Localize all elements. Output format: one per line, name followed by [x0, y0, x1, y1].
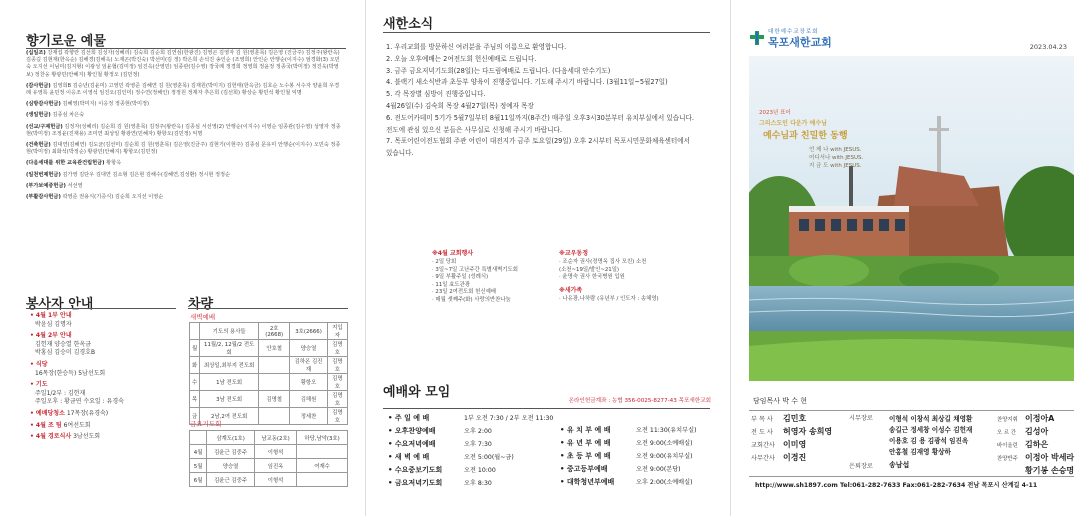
car-cell: 김명호 [327, 374, 347, 391]
worship-name: • 수요중보기도회 [388, 466, 443, 474]
offering-names: 곽영준 권용식(기증식) 김순희 오지선 이영순 [62, 194, 164, 201]
car-cell: 4월 [190, 445, 207, 459]
church-contact: http://www.sh1897.com Tel:061-282-7633 Fax:061-282-7634 전남 목포시 산계길 4-11 [755, 482, 1038, 489]
staff-item [751, 453, 861, 463]
worship-name: • 오후찬양예배 [388, 427, 436, 435]
car-cell: 2호(2668) [259, 323, 290, 340]
worship-time: 오전 9:00(유치부실) [636, 453, 693, 460]
car-cell: 황항오 [290, 374, 327, 391]
elder-line: 안홍철 김재영 황상하 [889, 448, 951, 456]
car-cell: 목 [190, 391, 200, 408]
elder-line: 송길근 정세창 이성수 김헌재 [889, 426, 973, 434]
worship-item [388, 477, 568, 490]
offering-block [26, 160, 344, 167]
news-rule [383, 32, 710, 33]
usher-item [30, 312, 180, 329]
car-cell [297, 473, 348, 487]
poster-text-line: 언 제 나 with JESUS. [809, 147, 862, 153]
worship-name: • 대학청년부예배 [560, 478, 615, 486]
worship-time: 오후 2:00(소예배실) [636, 479, 693, 486]
poster-line2: 예수님과 친밀한 동행 [763, 131, 848, 141]
usher-label: • 식당 [30, 360, 48, 368]
offering-names: 서선영 [67, 182, 83, 189]
car-cell: 남교동(2호) [254, 431, 296, 445]
worship-item [560, 437, 720, 450]
usher-item [30, 422, 180, 431]
staff-item [751, 440, 861, 450]
usher-title: 봉사자 안내 [26, 297, 94, 312]
car-cell: 지입자 [327, 323, 347, 340]
car-cell: 기도의 용사들 [200, 323, 259, 340]
worship-rule [383, 408, 710, 409]
car-cell: 이형석 [254, 473, 296, 487]
elder-line: 이용호 김 용 김광석 임진옥 [889, 437, 969, 445]
offering-block [26, 50, 344, 79]
worship-time: 오후 7:30 [464, 441, 492, 448]
worship-name: • 주 일 예 배 [388, 414, 430, 422]
car-cell [259, 374, 290, 391]
panel-cover [730, 0, 1091, 516]
event-item: · 11일 효도관광 [432, 281, 471, 288]
usher-line: 박윤심 김명자 [35, 320, 72, 328]
usher-value: 6여선도회 [63, 421, 91, 429]
news-item: 1. 우리교회를 방문하신 여러분을 주님의 이름으로 환영합니다. [386, 43, 567, 51]
worship-item [388, 464, 568, 477]
usher-label: • 예배당청소 [30, 409, 65, 417]
offering-block [26, 112, 344, 119]
panel-news [365, 0, 727, 516]
usher-value: 3남선도회 [73, 433, 101, 441]
offering-head: (건축헌금) [26, 142, 51, 149]
event-item: · 3일~7일 고난주간 특별새벽기도회 [432, 266, 518, 273]
usher-item [30, 361, 180, 378]
car-cell [190, 431, 207, 445]
usher-rule [26, 308, 176, 309]
offering-names: 황항옥 [106, 160, 122, 167]
car-row [190, 459, 348, 473]
car-sub-dawn: 새벽예배 [190, 313, 216, 321]
offering-block [26, 172, 344, 179]
event-item: · 23일 2여전도회 헌신예배 [432, 289, 497, 296]
car-cell: 5월 [190, 459, 207, 473]
worship-time: 1부 오전 7:30 / 2부 오전 11:30 [464, 415, 554, 422]
poster-year: 2023년 표어 [759, 110, 791, 116]
car-cell: 6월 [190, 473, 207, 487]
events-title: ※4월 교회행사 [432, 250, 474, 257]
offering-head: (선교/구제헌금) [26, 123, 63, 130]
bulletin-date: 2023.04.23 [1029, 43, 1067, 51]
car-cell: 정세찬 [290, 408, 327, 425]
music-staff-item [997, 414, 1091, 425]
worship-list-right [560, 424, 720, 489]
car-cell: 김하온 김진재 [290, 357, 327, 374]
music-role: 찬양지휘 [997, 417, 1018, 423]
worship-item [560, 476, 720, 489]
car-cell: 최상일,최부지 전도회 [200, 357, 259, 374]
car-row [190, 431, 348, 445]
car-row [190, 357, 348, 374]
poster-text-line: 어디서나 with JESUS. [809, 155, 864, 161]
offering-names: 강재섭 곽향란 김선희 김성자(성혜리) 김숙희 김순희 김연심(한광진) 김영곤 김영자 김 원(영훈목) 김은영 (진금주) 김정주(왕란옥) 김종길 김현재(한옥순) 김해경(김해옥) 노재곤(박진숙) 박선미(김 정) 박은희 손석진 송인순 (조영희) 안인순 안행순(이지수) 엄경화(3) 오민숙 오지선 이님미(김지형) 이광성 임윤협(김미정) 임진옥(산영민) 임종관(김수영) 장국례 정경희 정영희 정윤정 정종국(박미정) 정진욱(박영보) 정찬웅 황광민(안혜지) 황인철 황정오 (김민정) [26, 50, 340, 78]
retired-label: 은퇴장로 [849, 463, 873, 470]
car-cell [297, 445, 348, 459]
usher-label: • 4월 2부 안내 [30, 332, 72, 340]
usher-value: 17목장(유경숙) [66, 409, 109, 417]
car-cell: 김해원 [290, 391, 327, 408]
offering-block [26, 101, 344, 108]
poster-line1: 그리스도인 다운가 예수님 [759, 120, 827, 127]
car-cell: 삼계도(1호) [207, 431, 255, 445]
church-cross-icon [750, 30, 764, 44]
music-role: 오 르 간 [997, 430, 1017, 436]
car-cell: 임진옥 [254, 459, 296, 473]
worship-time: 오전 9:00(본당) [636, 466, 681, 473]
offering-block [26, 83, 344, 97]
music-staff-item [997, 440, 1091, 451]
usher-line: 박홍심 김승미 김경호B [35, 349, 96, 357]
elders-label: 시무장로 [849, 415, 873, 422]
car-cell: 양승열 [207, 459, 255, 473]
car-cell: 김명호 [327, 408, 347, 425]
car-row [190, 340, 348, 357]
offering-head: (생일헌금) [26, 112, 51, 119]
car-cell: 양승열 [290, 340, 327, 357]
worship-time: 오전 9:00(소예배실) [636, 440, 693, 447]
news-item: 4월26일(수) 김숙희 목장 4월27일(목) 정예자 목장 [386, 101, 534, 110]
member-news-list [559, 259, 709, 282]
staff-role: 전 도 사 [751, 429, 773, 436]
staff-list [751, 414, 861, 466]
worship-name: • 금요저녁기도회 [388, 479, 443, 487]
offering-head: (십일조) [26, 50, 46, 56]
newcomer-list [559, 296, 709, 304]
offering-head: (일천번제헌금) [26, 171, 61, 178]
car-row [190, 374, 348, 391]
events-left [432, 248, 562, 305]
footer-rule [749, 476, 1074, 477]
offering-names: 김정자(성혜리) 김순희 김 원(영훈목) 김정주(왕란옥) 김종심 서선영(2) 안행순(이지수) 이영순 임종관(김수영) 성영자 정종현(박미정) 조정윤(진재용) 조미연 최상일 황광연(민혜자) 황항오(김민정) 익명 [26, 123, 341, 137]
news-item: 있습니다. [386, 149, 414, 158]
news-item: 3. 금주 금요저녁기도회(28일)는 다드림예배로 드립니다. (다음세대 안수기도) [386, 66, 611, 75]
retired-elder: 송남섭 [889, 461, 910, 469]
offering-names: 김대연(김혜연) 김도균(김선미) 김순희 김 원(영훈목) 김은영(진금주) 김현기(이현주) 김종심 문유미 안행순(이지수) 오민숙 정종현(박미정) 최화석(박정순) 황광민(안혜지) 황항오(김민정) [26, 142, 341, 156]
music-role: 찬양반주 [997, 456, 1018, 462]
event-item: · 조순자 권사(정명옥 집사 모친) 소천 [559, 259, 647, 265]
offering-head: (다음세대를 위한 교육관건립헌금) [26, 160, 105, 167]
worship-time: 오후 2:00 [464, 428, 492, 435]
worship-time: 오전 11:30(유치부실) [636, 427, 697, 434]
worship-title: 예배와 모임 [383, 385, 451, 400]
offering-block [26, 142, 344, 156]
car-cell: 김명철 [259, 391, 290, 408]
events-right [559, 248, 709, 303]
offering-head: (부활감사헌금) [26, 194, 61, 201]
car-row [190, 473, 348, 487]
music-staff [997, 414, 1091, 478]
car-cell [259, 408, 290, 425]
offering-block [26, 124, 344, 138]
worship-item [560, 424, 720, 437]
car-cell: 김명호 [327, 357, 347, 374]
car-cell: 김명호 [327, 391, 347, 408]
offering-names: 김가영 김단우 김대연 김소형 김은현 김해수(김혜연,김성환) 정시현 정정순 [62, 171, 231, 178]
staff-role: 부 목 사 [751, 416, 773, 423]
usher-list [30, 312, 180, 445]
denomination: 대한예수교장로회 [768, 29, 819, 35]
worship-name: • 초 등 부 예 배 [560, 452, 611, 460]
car-cell: 1남 전도회 [200, 374, 259, 391]
usher-item [30, 410, 180, 419]
offering-block [26, 194, 344, 201]
staff-name: 김민호 [783, 414, 807, 423]
music-name: 이정아A [1025, 414, 1055, 423]
events-list [432, 259, 562, 305]
car-cell: 여재수 [297, 459, 348, 473]
online-account: 온라인헌금계좌 : 농협 356-0025-8277-43 목포새한교회 [568, 398, 711, 404]
offerings-list [26, 50, 344, 205]
worship-time: 오전 10:00 [464, 467, 496, 474]
staff-role: 교회간사 [751, 442, 775, 449]
car-cell: 월 [190, 340, 200, 357]
offering-block [26, 183, 344, 190]
car-cell: 3남 전도회 [200, 391, 259, 408]
music-name: 김성아 [1025, 427, 1049, 436]
worship-item [560, 450, 720, 463]
event-item: · 매월 셋째주(화) 사랑의반찬나눔 [432, 296, 511, 303]
car-sub-friday: 금요기도회 [190, 420, 222, 428]
offerings-title: 향기로운 예물 [26, 34, 106, 49]
offering-names: 김혜영(박미지) 이응정 정종현(박미정) [62, 101, 150, 108]
car-cell: 화 [190, 357, 200, 374]
offering-head: (부가보예증헌금) [26, 182, 66, 189]
music-name: 황기봉 손승명 [1025, 466, 1075, 475]
elder-line: 이형석 이창석 최상길 채영환 [889, 415, 973, 423]
usher-label: • 기도 [30, 381, 48, 389]
member-news-title: ※교우동정 [559, 250, 589, 257]
offerings-rule [26, 48, 346, 49]
offering-names: 김영희B 김승년(김윤미) 고영민 곽영준 김혜연 김 원(영훈목) 김재원(박미지) 김헌태(한옥금) 김호순 노수봉 서수자 양윤희 우경례 유영록 윤민정 이응조 이영석 임진오(김인미) 정수연(정해인) 정정원 정재자 추은희 (김선희) 황상순 황민석 황인철 익명 [26, 82, 340, 97]
news-item: 5. 각 목장별 심방이 진행중입니다. [386, 90, 486, 99]
worship-item [388, 412, 568, 425]
senior-pastor: 담임목사 박 수 현 [753, 397, 808, 405]
news-item: 4. 블랙기 새소식반과 초등부 양육이 진행중입니다. 기도해 주시기 바랍니다. (3월11일~5월27일) [386, 78, 668, 87]
car-cell [190, 323, 200, 340]
car-cell: 하당,남악(3호) [297, 431, 348, 445]
worship-time: 오전 5:00(월~금) [464, 454, 514, 461]
usher-line: 주일1/2부 : 김헌재 [35, 389, 86, 397]
music-role: 바이올린 [997, 443, 1018, 449]
car-cell: 이형석 [254, 445, 296, 459]
car-cell: 2남,2여 전도회 [200, 408, 259, 425]
usher-line: 김헌재 양승열 한옥금 [35, 340, 91, 348]
event-item: · 9일 부활주일 (성례식) [432, 274, 489, 281]
staff-name: 이미영 [783, 440, 807, 449]
panel-offerings [0, 0, 362, 516]
offering-head: (심방감사헌금) [26, 101, 61, 108]
car-cell: 금 [190, 408, 200, 425]
worship-name: • 중고등부예배 [560, 465, 608, 473]
usher-label: • 4월 1부 안내 [30, 312, 72, 319]
news-item: 전도에 관심 있으신 분들은 사무실로 신청해 주시기 바랍니다. [386, 125, 563, 134]
worship-item [388, 425, 568, 438]
staff-rule [749, 410, 1074, 411]
cover-photo [749, 56, 1074, 381]
staff-item [751, 414, 861, 424]
news-list [386, 42, 716, 160]
news-item: 2. 오늘 오후예배는 2여전도회 헌신예배로 드립니다. [386, 54, 537, 63]
usher-label: • 4월 경로식사 [30, 433, 72, 441]
music-staff-item [997, 427, 1091, 438]
staff-name: 허영자 송희영 [783, 427, 833, 436]
car-title: 차량 [188, 297, 214, 312]
car-row [190, 391, 348, 408]
usher-item [30, 381, 180, 407]
car-table-dawn [189, 322, 348, 425]
worship-time: 오후 8:30 [464, 480, 492, 487]
news-item: 7. 목포어린이전도협회 주관 어린이 대전지가 금주 토요일(29일) 오후 2시부터 목포시민문화체육센터에서 [386, 137, 691, 146]
car-cell: 김윤근 김중주 [207, 473, 255, 487]
church-name: 목포새한교회 [768, 36, 832, 49]
worship-item [388, 438, 568, 451]
offering-names: 김종심 차은숙 [52, 112, 85, 119]
news-title: 새한소식 [383, 17, 434, 32]
car-cell: 김윤근 김중주 [207, 445, 255, 459]
worship-item [560, 463, 720, 476]
music-staff-item [997, 453, 1091, 464]
staff-name: 이경진 [783, 453, 807, 462]
worship-name: • 유 치 부 예 배 [560, 426, 611, 434]
event-item: · 2일 당회 [432, 259, 457, 265]
car-cell: 안호철 [259, 340, 290, 357]
car-row [190, 323, 348, 340]
poster-text-line: 지 금 도 with JESUS. [809, 163, 862, 169]
usher-line: 16목장(한승득) 5남선도회 [35, 369, 106, 377]
event-item: · 윤명숙 권사 한국병원 입원 [559, 274, 625, 281]
offering-head: (감사헌금) [26, 82, 51, 89]
usher-label: • 4월 조 팀 [30, 421, 62, 429]
event-item: · 나유광,나하람 (유년부 / 인도자 : 송혜영) [559, 295, 659, 302]
car-cell: 3호(2666) [290, 323, 327, 340]
worship-name: • 유 년 부 예 배 [560, 439, 611, 447]
usher-item [30, 433, 180, 442]
music-name: 김하은 [1025, 440, 1049, 449]
newcomer-title: ※새가족 [559, 286, 583, 294]
music-name: 이정아 박세라 [1025, 453, 1075, 462]
event-item: (소천~19일/발인~21일) [559, 266, 620, 273]
usher-item [30, 332, 180, 358]
news-item: 6. 전도어카데미 5기가 5월7일부터 8월11일까지(8주간) 매주일 오후3시30분부터 유치부실에서 있습니다. [386, 113, 694, 122]
staff-item [751, 427, 861, 437]
car-table-friday [189, 430, 348, 487]
worship-name: • 새 벽 예 배 [388, 453, 430, 461]
music-staff-item [997, 466, 1091, 476]
poster-lines [809, 146, 863, 170]
car-cell [259, 357, 290, 374]
car-cell: 11월/2, 12월/2 전도회 [200, 340, 259, 357]
elders-list [889, 414, 972, 458]
car-cell: 김명호 [327, 340, 347, 357]
worship-list-left [388, 412, 568, 490]
worship-name: • 수요저녁예배 [388, 440, 436, 448]
worship-item [388, 451, 568, 464]
car-rule [188, 308, 348, 309]
usher-line: 주일오후 : 황금연 수요일 : 유경숙 [35, 398, 124, 406]
staff-role: 사무간사 [751, 455, 775, 462]
car-cell: 수 [190, 374, 200, 391]
car-row [190, 445, 348, 459]
